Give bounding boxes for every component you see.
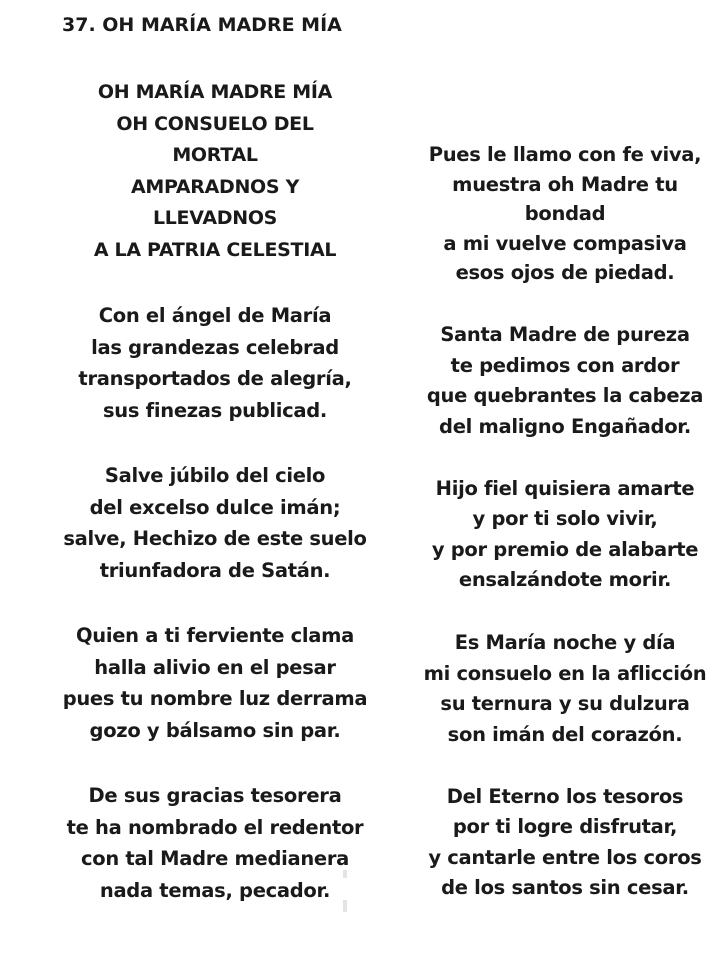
- verse-line: las grandezas celebrad: [91, 335, 339, 359]
- verse-line: y por premio de alabarte: [431, 537, 699, 561]
- verse-line: te pedimos con ardor: [450, 353, 680, 377]
- verse-line: gozo y bálsamo sin par.: [89, 719, 341, 743]
- verse-line: esos ojos de piedad.: [455, 261, 675, 285]
- verse-line: De sus gracias tesorera: [88, 784, 342, 807]
- verse-line: a mi vuelve compasiva: [443, 231, 687, 255]
- verse-line: por ti logre disfrutar,: [452, 815, 678, 839]
- verse-line: bondad: [524, 202, 606, 226]
- verse-line: sus finezas publicad.: [102, 399, 327, 423]
- left-stanza-1: [30, 300, 400, 427]
- verse-line: Quien a ti ferviente clama: [75, 624, 355, 647]
- right-stanza-5: [390, 782, 720, 903]
- chorus-line: OH CONSUELO DEL: [116, 112, 314, 135]
- verse-line: son imán del corazón.: [447, 722, 683, 746]
- verse-line: de los santos sin cesar.: [441, 875, 689, 899]
- left-stanza-2: [30, 460, 400, 587]
- left-stanza-4: [30, 780, 400, 907]
- verse-line: ensalzándote morir.: [458, 567, 672, 591]
- chorus-line: AMPARADNOS Y: [130, 175, 300, 198]
- right-stanza-3: [390, 474, 720, 595]
- verse-line: Santa Madre de pureza: [440, 323, 690, 346]
- chorus-line: LLEVADNOS: [152, 207, 278, 230]
- verse-line: pues tu nombre luz derrama: [62, 687, 368, 711]
- verse-line: que quebrantes la cabeza: [426, 384, 704, 408]
- scan-artifact: [343, 900, 347, 912]
- verse-line: Hijo fiel quisiera amarte: [435, 477, 695, 500]
- verse-line: del excelso dulce imán;: [89, 495, 341, 519]
- right-stanza-4: [390, 628, 720, 750]
- verse-line: Pues le llamo con fe viva,: [428, 143, 702, 166]
- verse-line: te ha nombrado el redentor: [66, 815, 364, 839]
- verse-line: mi consuelo en la aflicción: [423, 661, 707, 685]
- verse-line: y cantarle entre los coros: [428, 845, 702, 869]
- right-stanza-1: [390, 140, 720, 288]
- chorus-line: OH MARÍA MADRE MÍA: [97, 81, 333, 103]
- verse-line: transportados de alegría,: [78, 367, 352, 391]
- verse-line: Es María noche y día: [454, 631, 676, 654]
- chorus: [30, 77, 400, 267]
- verse-line: muestra oh Madre tu: [452, 172, 678, 196]
- verse-line: nada temas, pecador.: [99, 879, 331, 903]
- verse-line: Con el ángel de María: [98, 304, 332, 327]
- verse-line: con tal Madre medianera: [80, 847, 350, 871]
- verse-line: triunfadora de Satán.: [99, 559, 331, 583]
- hymn-title: 37. OH MARÍA MADRE MÍA: [62, 14, 342, 36]
- verse-line: su ternura y su dulzura: [440, 692, 690, 716]
- verse-line: salve, Hechizo de este suelo: [63, 527, 367, 551]
- verse-line: Del Eterno los tesoros: [446, 785, 684, 808]
- verse-line: halla alivio en el pesar: [94, 655, 336, 679]
- verse-line: Salve júbilo del cielo: [104, 464, 326, 487]
- chorus-line: A LA PATRIA CELESTIAL: [93, 238, 337, 261]
- verse-line: y por ti solo vivir,: [472, 507, 658, 531]
- verse-line: del maligno Engañador.: [439, 415, 691, 439]
- left-stanza-3: [30, 620, 400, 747]
- scan-artifact: [343, 870, 347, 878]
- right-stanza-2: [390, 320, 720, 443]
- chorus-line: MORTAL: [172, 144, 258, 167]
